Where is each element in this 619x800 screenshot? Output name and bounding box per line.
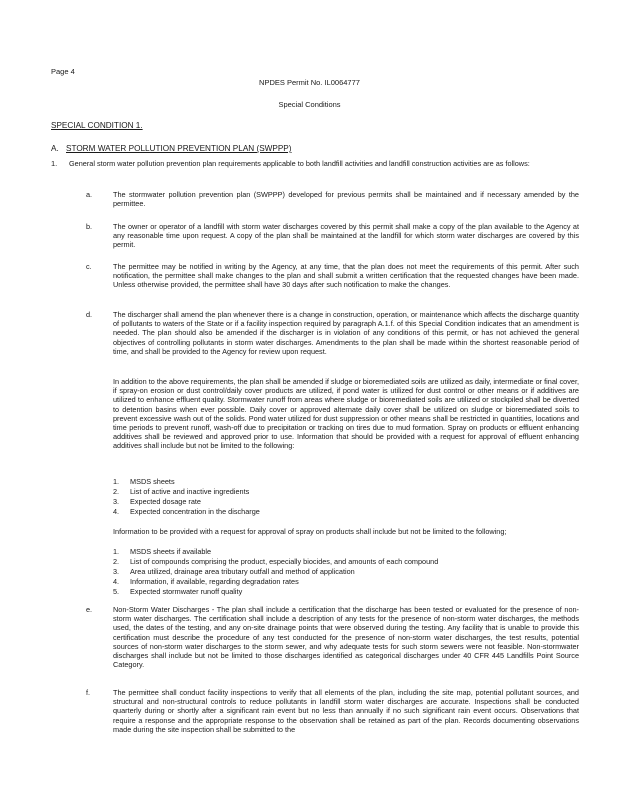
special-condition-heading: SPECIAL CONDITION 1. <box>51 121 143 130</box>
subitem-d-label: d. <box>86 310 93 319</box>
subitem-a-text: The stormwater pollution prevention plan (SWPPP) developed for previous permits shall be maintained and if necessary amended by the permittee. <box>113 190 579 209</box>
subitem-b-label: b. <box>86 222 93 231</box>
subitem-d-paragraph-3: Information to be provided with a request for approval of spray on products shall include but not be limited to the following; <box>113 527 507 536</box>
subitem-c-label: c. <box>86 262 92 271</box>
subitem-f-label: f. <box>86 688 91 697</box>
section-title: Special Conditions <box>278 100 341 109</box>
item-1-intro: General storm water pollution prevention plan requirements applicable to both landfill activities and landfill construction activities are as follows: <box>69 159 530 168</box>
list1-number: 3. <box>113 497 120 506</box>
list1-item: Expected dosage rate <box>130 497 201 506</box>
list2-number: 1. <box>113 547 120 556</box>
list2-item: Area utilized, drainage area tributary outfall and method of application <box>130 567 355 576</box>
section-a-letter: A. <box>51 144 59 153</box>
subitem-e-label: e. <box>86 605 93 614</box>
subitem-f-text: The permittee shall conduct facility inspections to verify that all elements of the plan, including the site map, potential pollutant sources, and structural and non-structural controls to reduce pollutants in landfill storm water discharges are accurate. Inspections shall be conducted quarterly during or shortly after a significant rain event but no less than annually if no such significant rain event occurs. Observations that require a response and the appropriate response to the observation shall be retained as part of the plan. Records documenting observations made during the site inspection shall be submitted to the <box>113 688 579 734</box>
list1-number: 2. <box>113 487 120 496</box>
page-number: Page 4 <box>51 67 75 76</box>
list1-item: List of active and inactive ingredients <box>130 487 250 496</box>
item-1-marker: 1. <box>51 159 58 168</box>
list1-item: MSDS sheets <box>130 477 175 486</box>
subitem-d-paragraph-2: In addition to the above requirements, the plan shall be amended if sludge or bioremediated soils are utilized as daily, intermediate or final cover, if spray-on erosion or dust control/daily cover products are utilized, if pond water is utilized for dust control or other means or if additives are utilized to enhance effluent quality. Stormwater runoff from areas where sludge or bioremediated soils are utilized or stockpiled shall be diverted to detention basins when ever possible. Daily cover or approved alternate daily cover shall be utilized on sludge or bioremediated soils to prevent excessive wash out of the solids. Pond water utilized for dust suppression or other means shall be restricted in quantities, locations and time periods to prevent runoff, wash-off due to precipitation or tracking on tires due to mud formation. Spray on products or effluent enhancing additives shall be reviewed and approved prior to use. Information that should be provided with a request for approval of effluent enhancing additives shall include but not be limited to the following: <box>113 377 579 451</box>
section-a-title: STORM WATER POLLUTION PREVENTION PLAN (SWPPP) <box>66 144 292 153</box>
subitem-b-text: The owner or operator of a landfill with storm water discharges covered by this permit shall make a copy of the plan available to the Agency at any reasonable time upon request. A copy of the plan shall be maintained at the landfill for which storm water discharges are covered by this permit. <box>113 222 579 250</box>
subitem-a-label: a. <box>86 190 93 199</box>
subitem-d-text: The discharger shall amend the plan whenever there is a change in construction, operation, or maintenance which affects the discharge quantity of pollutants to waters of the State or if a facility inspection required by paragraph A.1.f. of this Special Condition indicates that an amendment is needed. The plan should also be amended if the discharger is in violation of any conditions of this permit, or has not achieved the general objectives of controlling pollutants in storm water discharges. Amendments to the plan shall be made within the shortest reasonable period of time, and shall be provided to the Agency for review upon request. <box>113 310 579 356</box>
list2-item: Information, if available, regarding degradation rates <box>130 577 299 586</box>
list2-item: MSDS sheets if available <box>130 547 212 556</box>
list2-item: List of compounds comprising the product, especially biocides, and amounts of each compound <box>130 557 439 566</box>
list2-number: 3. <box>113 567 120 576</box>
list2-number: 4. <box>113 577 120 586</box>
list1-number: 4. <box>113 507 120 516</box>
list1-number: 1. <box>113 477 120 486</box>
subitem-c-text: The permittee may be notified in writing by the Agency, at any time, that the plan does not meet the requirements of this permit. After such notification, the permittee shall make changes to the plan and shall submit a written certification that the requested changes have been made. Unless otherwise provided, the permittee shall have 30 days after such notification to make the changes. <box>113 262 579 290</box>
list2-item: Expected stormwater runoff quality <box>130 587 243 596</box>
list1-item: Expected concentration in the discharge <box>130 507 260 516</box>
subitem-e-text: Non-Storm Water Discharges - The plan shall include a certification that the discharge has been tested or evaluated for the presence of non-storm water discharges. The certification shall include a description of any tests for the presence of non-storm water discharges, the methods used, the dates of the testing, and any on-site drainage points that were observed during the testing. Any facility that is unable to provide this certification must describe the procedure of any test conducted for the presence of non-storm water discharges, the test results, potential sources of non-storm water discharges to the storm sewer, and why adequate tests for such storm sewers were not feasible. Non-stormwater discharges shall include but not be limited to those discharges identified as categorical discharges under 40 CFR 445 Landfills Point Source Category. <box>113 605 579 670</box>
list2-number: 2. <box>113 557 120 566</box>
list2-number: 5. <box>113 587 120 596</box>
permit-number: NPDES Permit No. IL0064777 <box>259 78 360 87</box>
